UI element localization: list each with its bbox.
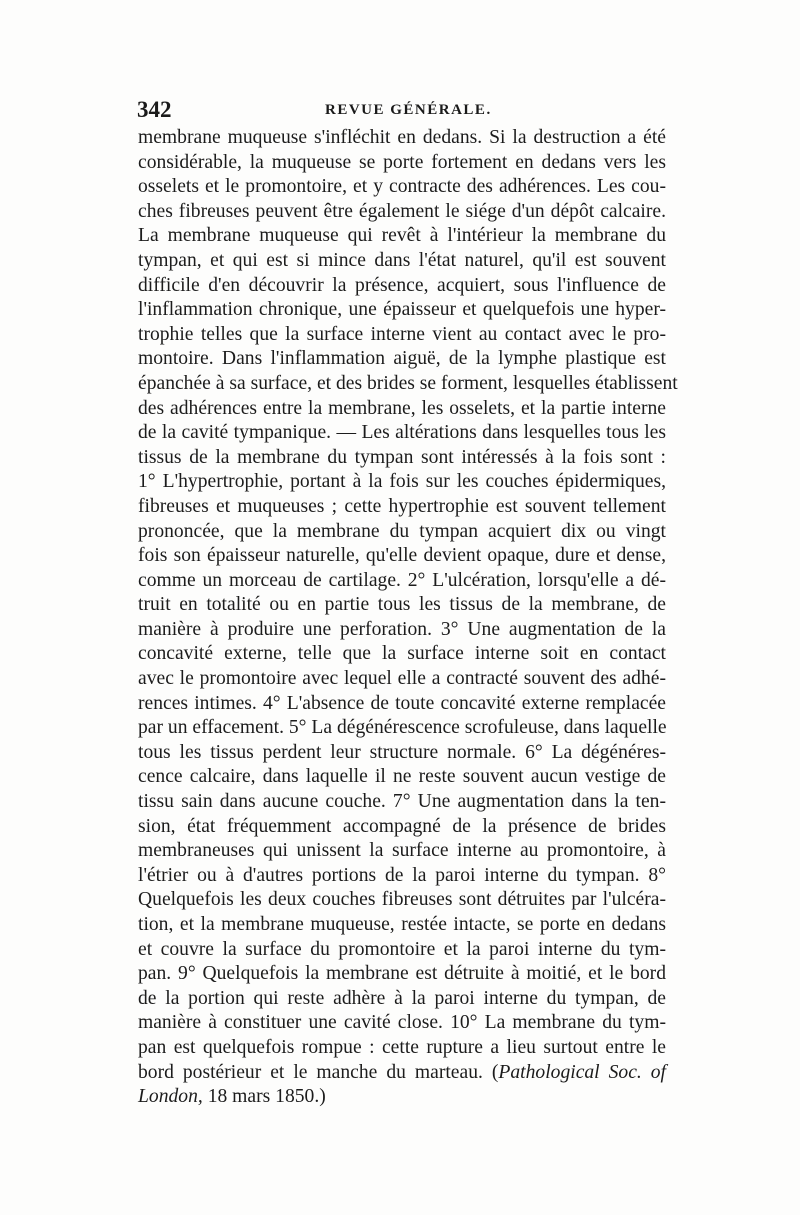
text-line: manière à produire une perforation. 3° Une augmentation de la [138, 618, 666, 640]
text-line: l'étrier ou à d'autres portions de la paroi interne du tympan. 8° [138, 864, 666, 886]
text-line: comme un morceau de cartilage. 2° L'ulcération, lorsqu'elle a dé- [138, 569, 666, 591]
body-text [138, 126, 678, 1110]
text-line: rences intimes. 4° L'absence de toute concavité externe remplacée [138, 692, 666, 714]
text-line: l'inflammation chronique, une épaisseur et quelquefois une hyper- [138, 299, 666, 321]
text-line: tous les tissus perdent leur structure normale. 6° La dégénéres- [138, 741, 666, 763]
text-line: difficile d'en découvrir la présence, acquiert, sous l'influence de [138, 274, 666, 296]
text-line: fibreuses et muqueuses ; cette hypertrophie est souvent tellement [138, 495, 666, 517]
text-line: avec le promontoire avec lequel elle a contracté souvent des adhé- [138, 668, 666, 690]
text-line: de la portion qui reste adhère à la paroi interne du tympan, de [138, 987, 666, 1009]
text-line: considérable, la muqueuse se porte fortement en dedans vers les [138, 151, 666, 173]
text-line: truit en totalité ou en partie tous les tissus de la membrane, de [138, 594, 666, 616]
citation-source: Pathological Soc. of [498, 1061, 667, 1083]
text-line: cence calcaire, dans laquelle il ne reste souvent aucun vestige de [138, 766, 666, 788]
text-line: concavité externe, telle que la surface interne soit en contact [138, 643, 666, 665]
text-line: sion, état fréquemment accompagné de la présence de brides [138, 815, 666, 837]
citation-line [138, 1061, 666, 1086]
text-line: épanchée à sa surface, et des brides se forment, lesquelles établissent [138, 372, 678, 394]
text-line: par un effacement. 5° La dégénérescence scrofuleuse, dans laquelle [138, 717, 667, 739]
text-line: montoire. Dans l'inflammation aiguë, de la lymphe plastique est [138, 348, 666, 370]
text-line: prononcée, que la membrane du tympan acquiert dix ou vingt [138, 520, 666, 542]
text-line: des adhérences entre la membrane, les osselets, et la partie interne [138, 397, 666, 419]
text-line: osselets et le promontoire, et y contracte des adhérences. Les cou- [138, 176, 666, 198]
text-line: pan. 9° Quelquefois la membrane est détruite à moitié, et le bord [138, 963, 666, 985]
text-line: manière à constituer une cavité close. 10° La membrane du tym- [138, 1012, 666, 1034]
text-line: ches fibreuses peuvent être également le siége d'un dépôt calcaire. [138, 200, 666, 222]
text-line: membrane muqueuse s'infléchit en dedans. Si la destruction a été [138, 127, 666, 148]
text-line: 1° L'hypertrophie, portant à la fois sur les couches épidermiques, [138, 471, 666, 493]
text-line: trophie telles que la surface interne vient au contact avec le pro- [138, 323, 666, 345]
text-line: de la cavité tympanique. — Les altérations dans lesquelles tous les [138, 422, 666, 444]
text-line: bord postérieur et le manche du marteau. [138, 1061, 483, 1083]
citation-date: 18 mars 1850.) [207, 1086, 326, 1108]
text-line: tympan, et qui est si mince dans l'état naturel, qu'il est souvent [138, 249, 666, 271]
citation-open-paren: ( [491, 1061, 499, 1083]
text-line: tion, et la membrane muqueuse, restée intacte, se porte en dedans [138, 914, 666, 935]
page-number: 342 [137, 97, 172, 122]
text-line: Quelquefois les deux couches fibreuses sont détruites par l'ulcéra- [138, 889, 666, 911]
running-title: REVUE GÉNÉRALE. [325, 102, 492, 118]
text-line: pan est quelquefois rompue : cette rupture a lieu surtout entre le [138, 1036, 666, 1058]
text-line: tissu sain dans aucune couche. 7° Une augmentation dans la ten- [138, 791, 666, 813]
text-line: et couvre la surface du promontoire et la paroi interne du tym- [138, 938, 666, 960]
citation-source-place: London, [138, 1086, 203, 1108]
page-header [137, 97, 667, 127]
text-line: tissus de la membrane du tympan sont intéressés à la fois sont : [138, 446, 666, 468]
citation-end-line [138, 1085, 666, 1110]
text-line: fois son épaisseur naturelle, qu'elle devient opaque, dure et dense, [138, 545, 666, 567]
text-line: membraneuses qui unissent la surface interne au promontoire, à [138, 840, 666, 862]
text-line: La membrane muqueuse qui revêt à l'intérieur la membrane du [138, 225, 666, 247]
